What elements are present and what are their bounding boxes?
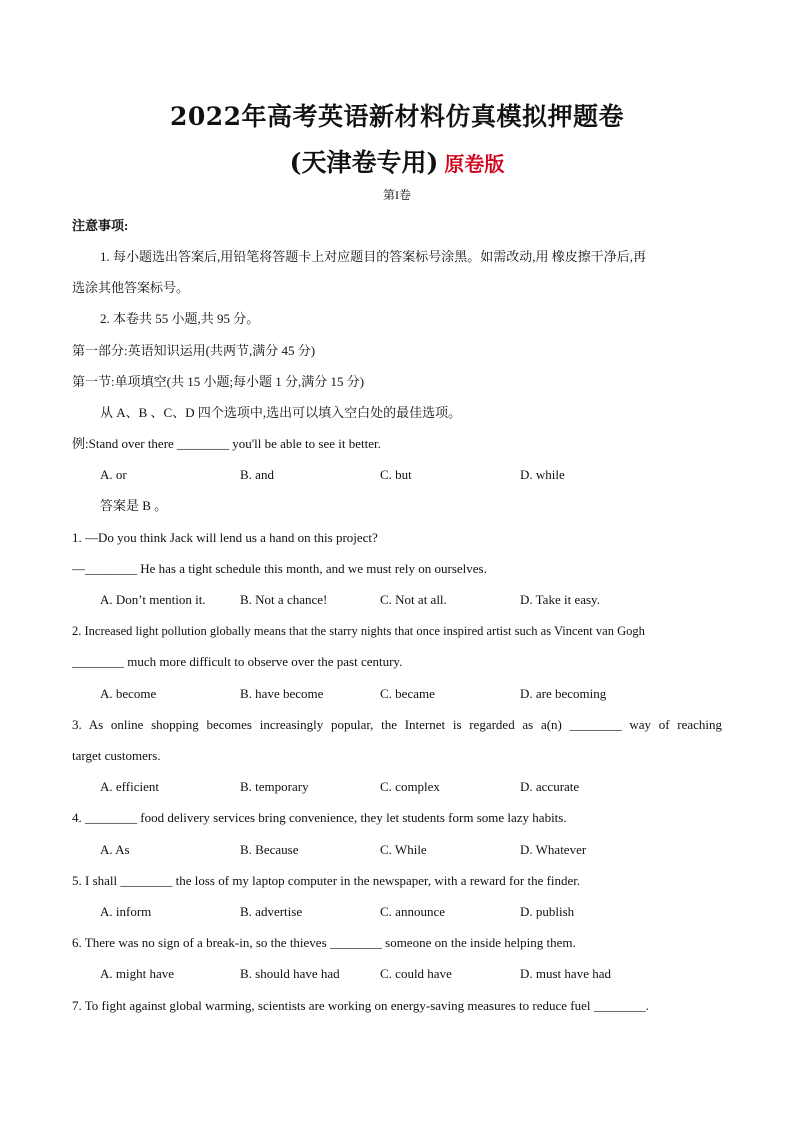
question-2-option-a: A. become	[100, 686, 157, 701]
question-4-option-a: A. As	[100, 842, 130, 857]
question-2-option-c: C. became	[380, 686, 435, 701]
example-option-b: B. and	[240, 467, 274, 482]
question-1-option-b: B. Not a chance!	[240, 592, 328, 607]
volume-label: 第I卷	[383, 188, 411, 202]
question-1-option-c: C. Not at all.	[380, 592, 447, 607]
question-4-option-d: D. Whatever	[520, 842, 587, 857]
question-3-option-b: B. temporary	[240, 779, 309, 794]
exam-title: 2022年高考英语新材料仿真模拟押题卷	[169, 102, 625, 131]
notes-item-2: 2. 本卷共 55 小题,共 95 分。	[100, 311, 260, 326]
question-1-option-a: A. Don’t mention it.	[100, 592, 206, 607]
instruction: 从 A、B 、C、D 四个选项中,选出可以填入空白处的最佳选项。	[100, 405, 462, 420]
question-6-option-d: D. must have had	[520, 966, 611, 981]
question-3-option-c: C. complex	[380, 779, 440, 794]
question-6-option-b: B. should have had	[240, 966, 340, 981]
question-1-stem: 1. —Do you think Jack will lend us a hand on this project?	[72, 530, 378, 545]
exam-subtitle	[0, 143, 794, 179]
example-option-d: D. while	[520, 467, 565, 482]
question-2-option-d: D. are becoming	[520, 686, 607, 701]
question-1-option-d: D. Take it easy.	[520, 592, 600, 607]
question-5-option-a: A. inform	[100, 904, 152, 919]
section-heading: 第一节:单项填空(共 15 小题;每小题 1 分,满分 15 分)	[72, 374, 365, 389]
subtitle-main: (天津卷专用)	[289, 148, 439, 177]
question-4-stem: 4. ________ food delivery services bring convenience, they let students form some lazy habits.	[72, 810, 567, 825]
example-stem: 例:Stand over there ________ you'll be able to see it better.	[72, 436, 381, 451]
question-2-stem: 2. Increased light pollution globally means that the starry nights that once inspired artist such as Vincent van Gogh	[72, 624, 645, 638]
question-3-stem: 3. As online shopping becomes increasingly popular, the Internet is regarded as a(n) ________ way of reaching	[72, 717, 722, 732]
question-6-option-c: C. could have	[380, 966, 452, 981]
example-answer: 答案是 B 。	[100, 498, 168, 513]
example-option-c: C. but	[380, 467, 412, 482]
notes-item-1: 1. 每小题选出答案后,用铅笔将答题卡上对应题目的答案标号涂黑。如需改动,用 橡皮擦干净后,再	[100, 249, 647, 264]
example-option-a: A. or	[100, 467, 127, 482]
question-5-option-d: D. publish	[520, 904, 575, 919]
question-2-stem-cont: ________ much more difficult to observe over the past century.	[72, 654, 403, 669]
question-3-option-a: A. efficient	[100, 779, 159, 794]
question-6-stem: 6. There was no sign of a break-in, so the thieves ________ someone on the inside helping them.	[72, 935, 576, 950]
notes-heading: 注意事项:	[72, 218, 129, 233]
question-1-reply: —________ He has a tight schedule this month, and we must rely on ourselves.	[72, 561, 487, 576]
question-3-option-d: D. accurate	[520, 779, 580, 794]
notes-item-1-cont: 选涂其他答案标号。	[72, 280, 190, 295]
question-5-option-c: C. announce	[380, 904, 445, 919]
question-6-option-a: A. might have	[100, 966, 175, 981]
question-3-stem-cont: target customers.	[72, 748, 161, 763]
question-5-option-b: B. advertise	[240, 904, 303, 919]
question-4-option-c: C. While	[380, 842, 427, 857]
version-tag: 原卷版	[444, 152, 505, 176]
question-5-stem: 5. I shall ________ the loss of my laptop computer in the newspaper, with a reward for the finder.	[72, 873, 581, 888]
question-2-option-b: B. have become	[240, 686, 324, 701]
part-heading: 第一部分:英语知识运用(共两节,满分 45 分)	[72, 343, 316, 358]
question-4-option-b: B. Because	[240, 842, 299, 857]
question-7-stem: 7. To fight against global warming, scientists are working on energy-saving measures to reduce fuel ________.	[72, 998, 649, 1013]
